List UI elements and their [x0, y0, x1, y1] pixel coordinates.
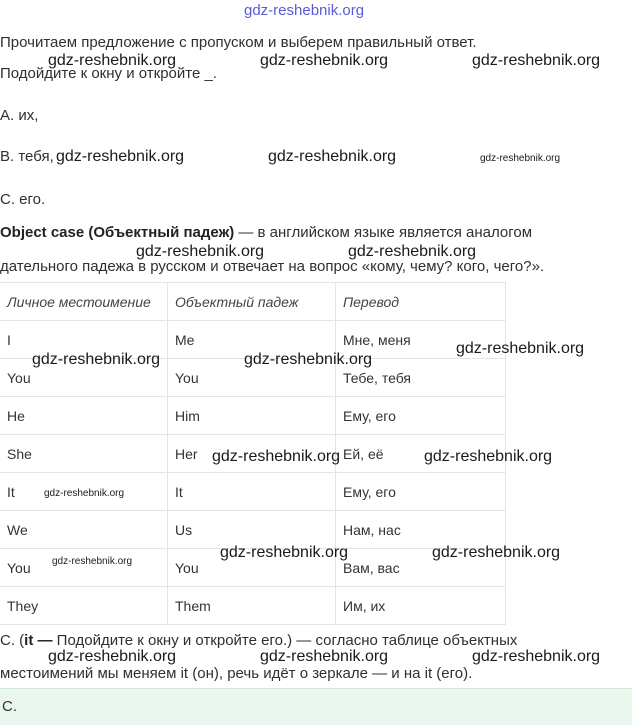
- option-c: C. его.: [0, 191, 46, 208]
- definition-line-2: дательного падежа в русском и отвечает на вопрос «кому, чему? кого, чего?».: [0, 258, 545, 275]
- cell-translation: Мне, меня: [336, 321, 506, 359]
- cell-pronoun: I: [0, 321, 168, 359]
- cell-pronoun: We: [0, 511, 168, 549]
- watermark: gdz-reshebnik.org: [244, 351, 373, 368]
- cell-translation: Ему, его: [336, 473, 506, 511]
- cell-object: Them: [168, 587, 336, 625]
- cell-translation: Ей, её: [336, 435, 506, 473]
- watermark: gdz-reshebnik.org: [212, 448, 341, 465]
- watermark: gdz-reshebnik.org: [52, 556, 133, 567]
- cell-object: You: [168, 359, 336, 397]
- watermark: gdz-reshebnik.org: [32, 351, 161, 368]
- watermark: gdz-reshebnik.org: [348, 243, 477, 260]
- explanation-text: Подойдите к окну и откройте его.) — согласно таблице объектных: [52, 632, 518, 649]
- cell-translation: Им, их: [336, 587, 506, 625]
- answer-bar: [0, 688, 632, 725]
- watermark: gdz-reshebnik.org: [220, 544, 349, 561]
- option-a: A. их,: [0, 107, 39, 124]
- header-object-case: Объектный падеж: [168, 283, 336, 321]
- answer-text: C.: [2, 698, 17, 715]
- cell-pronoun: You: [0, 549, 168, 587]
- watermark: gdz-reshebnik.org: [56, 148, 185, 165]
- table-row: [0, 587, 506, 625]
- cell-object: Me: [168, 321, 336, 359]
- cell-object: Her: [168, 435, 336, 473]
- watermark: gdz-reshebnik.org: [480, 153, 561, 164]
- cell-pronoun: She: [0, 435, 168, 473]
- cell-pronoun: He: [0, 397, 168, 435]
- cell-object: Him: [168, 397, 336, 435]
- cell-object: Us: [168, 511, 336, 549]
- watermark: gdz-reshebnik.org: [44, 488, 125, 499]
- cell-pronoun: It: [0, 473, 168, 511]
- watermark: gdz-reshebnik.org: [472, 52, 601, 69]
- table-header-row: [0, 283, 506, 321]
- watermark-top: gdz-reshebnik.org: [244, 2, 365, 19]
- intro-line-1: Прочитаем предложение с пропуском и выберем правильный ответ.: [0, 34, 477, 51]
- watermark: gdz-reshebnik.org: [48, 648, 177, 665]
- definition-text: — в английском языке является аналогом: [234, 224, 533, 241]
- explanation-line-1: [0, 632, 517, 649]
- watermark: gdz-reshebnik.org: [48, 52, 177, 69]
- cell-pronoun: They: [0, 587, 168, 625]
- option-b: B. тебя,: [0, 148, 54, 165]
- cell-pronoun: You: [0, 359, 168, 397]
- table-row: [0, 511, 506, 549]
- cell-object: It: [168, 473, 336, 511]
- explanation-line-2: местоимений мы меняем it (он), речь идёт о зеркале — и на it (его).: [0, 665, 473, 682]
- watermark: gdz-reshebnik.org: [136, 243, 265, 260]
- header-translation: Перевод: [336, 283, 506, 321]
- definition-term: Object case (Объектный падеж): [0, 224, 235, 241]
- explanation-bold: it —: [24, 632, 53, 649]
- cell-translation: Вам, вас: [336, 549, 506, 587]
- cell-translation: Нам, нас: [336, 511, 506, 549]
- cell-translation: Ему, его: [336, 397, 506, 435]
- watermark: gdz-reshebnik.org: [432, 544, 561, 561]
- table-row: [0, 397, 506, 435]
- explanation-prefix: C. (: [0, 632, 25, 649]
- cell-object: You: [168, 549, 336, 587]
- definition-line-1: [0, 224, 532, 241]
- cell-translation: Тебе, тебя: [336, 359, 506, 397]
- watermark: gdz-reshebnik.org: [472, 648, 601, 665]
- watermark: gdz-reshebnik.org: [268, 148, 397, 165]
- watermark: gdz-reshebnik.org: [260, 52, 389, 69]
- watermark: gdz-reshebnik.org: [456, 340, 585, 357]
- intro-line-2: Подойдите к окну и откройте _.: [0, 65, 217, 82]
- watermark: gdz-reshebnik.org: [260, 648, 389, 665]
- header-personal-pronoun: Личное местоимение: [0, 283, 168, 321]
- watermark: gdz-reshebnik.org: [424, 448, 553, 465]
